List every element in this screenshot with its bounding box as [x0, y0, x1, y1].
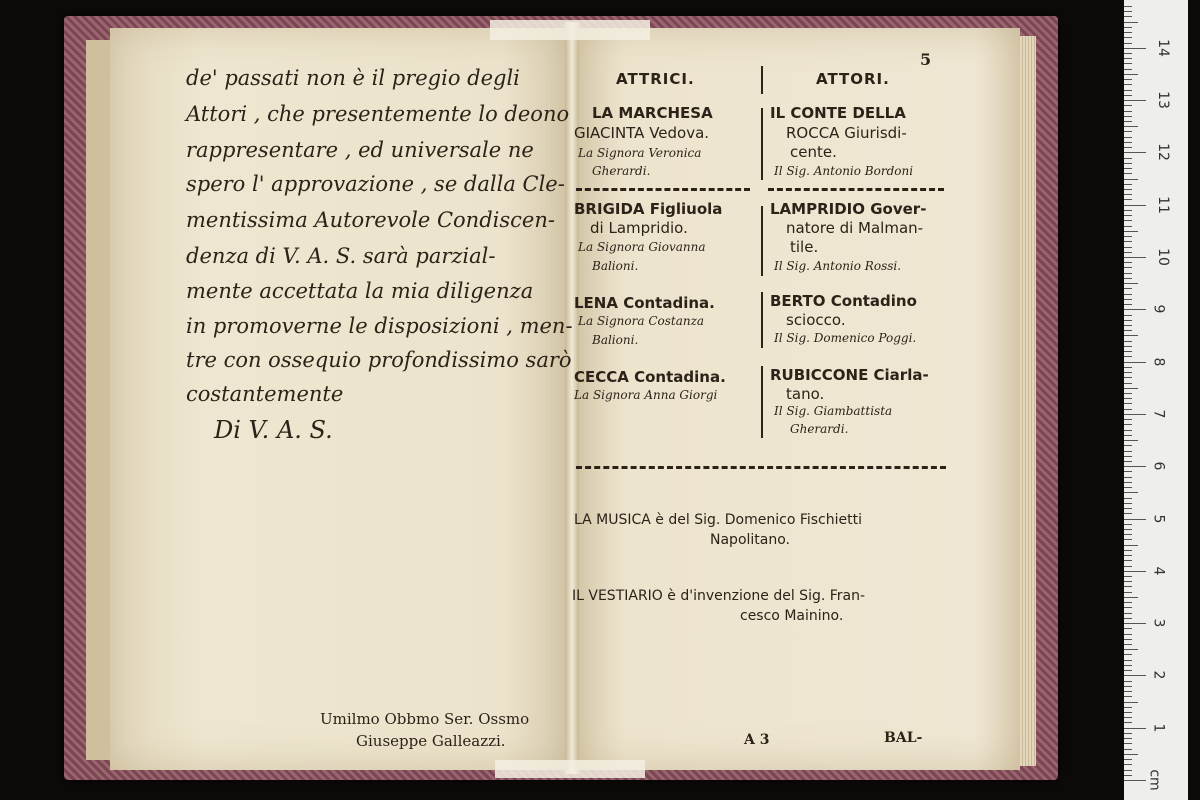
ruler-tick — [1124, 780, 1146, 781]
ruler-tick — [1124, 634, 1132, 635]
ruler-tick — [1124, 278, 1132, 279]
ruler-tick — [1124, 649, 1138, 650]
ruler-tick — [1124, 335, 1138, 336]
ruler-tick — [1124, 262, 1132, 263]
costume-credit-cont: cesco Mainino. — [740, 608, 844, 624]
costume-credit: IL VESTIARIO è d'invenzione del Sig. Fran- — [572, 588, 866, 604]
actresses-header: ATTRICI. — [616, 70, 695, 88]
actors-header: ATTORI. — [816, 70, 890, 88]
ruler-tick — [1124, 173, 1132, 174]
ruler-tick — [1124, 74, 1138, 75]
role-name: GIACINTA Vedova. — [574, 124, 710, 142]
ruler-tick — [1124, 137, 1132, 138]
ruler-tick — [1124, 84, 1132, 85]
ruler-tick — [1124, 356, 1132, 357]
ruler-tick — [1124, 43, 1132, 44]
role-name: di Lampridio. — [590, 219, 688, 237]
ruler-tick — [1124, 393, 1132, 394]
ruler-tick — [1124, 90, 1132, 91]
ruler-tick — [1124, 675, 1146, 676]
ruler-number: 6 — [1150, 461, 1167, 471]
ruler-tick — [1124, 456, 1132, 457]
section-rule — [576, 466, 946, 469]
ruler-tick — [1124, 435, 1132, 436]
ruler-tick — [1124, 398, 1132, 399]
ruler-tick — [1124, 477, 1132, 478]
left-text-line: denza di V. A. S. sarà parzial- — [186, 244, 496, 268]
ruler-tick — [1124, 210, 1132, 211]
ruler-number: 9 — [1150, 304, 1167, 314]
left-text-line: spero l' approvazione , se dalla Cle- — [186, 172, 565, 196]
ruler-tick — [1124, 288, 1132, 289]
ruler-tick — [1124, 607, 1132, 608]
ruler-unit-label: cm — [1146, 769, 1163, 791]
ruler-tick — [1124, 654, 1132, 655]
ruler-tick — [1124, 424, 1132, 425]
ruler-tick — [1124, 37, 1132, 38]
ruler-tick — [1124, 571, 1146, 572]
section-rule — [576, 188, 750, 191]
performer-name: Il Sig. Antonio Bordoni — [774, 164, 914, 178]
ruler-tick — [1124, 513, 1132, 514]
ruler-tick — [1124, 163, 1132, 164]
ruler-number: 5 — [1150, 514, 1167, 523]
role-name: cente. — [790, 143, 837, 161]
performer-name: Gherardi. — [790, 422, 849, 436]
ruler-tick — [1124, 320, 1132, 321]
closing-salutation: Di V. A. S. — [214, 416, 333, 444]
ruler-tick — [1124, 581, 1132, 582]
performer-name: La Signora Anna Giorgi — [574, 388, 718, 402]
ruler-number: 3 — [1150, 618, 1167, 628]
page-number: 5 — [920, 50, 932, 69]
ruler-tick — [1124, 660, 1132, 661]
ruler-tick — [1124, 738, 1132, 739]
ruler-tick — [1124, 529, 1132, 530]
measuring-ruler — [1124, 0, 1188, 800]
ruler-tick — [1124, 545, 1138, 546]
performer-name: Il Sig. Domenico Poggi. — [774, 331, 917, 345]
ruler-tick — [1124, 236, 1132, 237]
performer-name: Gherardi. — [592, 164, 651, 178]
ruler-tick — [1124, 241, 1132, 242]
ruler-tick — [1124, 534, 1132, 535]
ruler-tick — [1124, 63, 1132, 64]
ruler-tick — [1124, 749, 1132, 750]
ruler-tick — [1124, 16, 1132, 17]
performer-name: La Signora Veronica — [578, 146, 702, 160]
ruler-tick — [1124, 273, 1132, 274]
column-divider — [761, 108, 763, 180]
ruler-tick — [1124, 362, 1146, 363]
left-text-line: mente accettata la mia diligenza — [186, 279, 534, 303]
performer-name: Balioni. — [592, 333, 639, 347]
ruler-tick — [1124, 686, 1132, 687]
ruler-tick — [1124, 304, 1132, 305]
ruler-tick — [1124, 566, 1132, 567]
ruler-tick — [1124, 665, 1132, 666]
performer-name: La Signora Costanza — [578, 314, 705, 328]
ruler-tick — [1124, 111, 1132, 112]
left-text-line: costantemente — [186, 382, 344, 406]
left-text-line: tre con ossequio profondissimo sarò — [186, 348, 572, 372]
performer-name: Il Sig. Giambattista — [774, 404, 893, 418]
ruler-tick — [1124, 294, 1132, 295]
ruler-tick — [1124, 184, 1132, 185]
ruler-tick — [1124, 728, 1146, 729]
ruler-tick — [1124, 764, 1132, 765]
role-name: sciocco. — [786, 311, 846, 329]
ruler-tick — [1124, 613, 1132, 614]
performer-name: La Signora Giovanna — [578, 240, 706, 254]
column-divider — [761, 206, 763, 276]
page-edge-right — [1020, 36, 1036, 766]
ruler-tick — [1124, 498, 1132, 499]
ruler-number: 13 — [1154, 91, 1171, 110]
ruler-tick — [1124, 179, 1138, 180]
ruler-tick — [1124, 440, 1138, 441]
ruler-tick — [1124, 602, 1132, 603]
ruler-number: 11 — [1154, 195, 1171, 214]
ruler-tick — [1124, 717, 1132, 718]
ruler-tick — [1124, 215, 1132, 216]
ruler-tick — [1124, 670, 1132, 671]
ruler-tick — [1124, 299, 1132, 300]
ruler-tick — [1124, 126, 1138, 127]
ruler-tick — [1124, 623, 1146, 624]
section-rule — [768, 188, 944, 191]
signature-name: Giuseppe Galleazzi. — [356, 732, 506, 750]
role-name: BERTO Contadino — [770, 292, 917, 310]
ruler-tick — [1124, 487, 1132, 488]
ruler-tick — [1124, 189, 1132, 190]
ruler-tick — [1124, 707, 1132, 708]
ruler-tick — [1124, 770, 1132, 771]
role-name: BRIGIDA Figliuola — [574, 200, 723, 218]
role-name: CECCA Contadina. — [574, 368, 726, 386]
ruler-tick — [1124, 519, 1146, 520]
ruler-number: 4 — [1150, 566, 1167, 576]
ruler-tick — [1124, 105, 1132, 106]
ruler-tick — [1124, 644, 1132, 645]
ruler-tick — [1124, 220, 1132, 221]
ruler-tick — [1124, 226, 1132, 227]
ruler-tick — [1124, 69, 1132, 70]
ruler-tick — [1124, 22, 1138, 23]
signature-line: Umilmo Obbmo Ser. Ossmo — [320, 710, 530, 728]
ruler-tick — [1124, 691, 1132, 692]
role-name: LA MARCHESA — [592, 104, 713, 122]
ruler-tick — [1124, 252, 1132, 253]
ruler-tick — [1124, 58, 1132, 59]
ruler-number: 14 — [1154, 38, 1171, 57]
role-name: tile. — [790, 238, 819, 256]
ruler-tick — [1124, 199, 1132, 200]
signature-mark: A 3 — [744, 732, 770, 748]
tape-bottom — [495, 760, 645, 778]
left-text-line: mentissima Autorevole Condiscen- — [186, 208, 555, 232]
role-name: RUBICCONE Ciarla- — [770, 366, 929, 384]
ruler-tick — [1124, 430, 1132, 431]
ruler-tick — [1124, 205, 1146, 206]
ruler-tick — [1124, 27, 1132, 28]
ruler-tick — [1124, 560, 1132, 561]
ruler-tick — [1124, 628, 1132, 629]
performer-name: Il Sig. Antonio Rossi. — [774, 259, 902, 273]
ruler-tick — [1124, 445, 1132, 446]
ruler-tick — [1124, 576, 1132, 577]
ruler-tick — [1124, 32, 1132, 33]
ruler-tick — [1124, 759, 1132, 760]
ruler-tick — [1124, 351, 1132, 352]
ruler-tick — [1124, 100, 1146, 101]
ruler-tick — [1124, 267, 1132, 268]
performer-name: Balioni. — [592, 259, 639, 273]
music-credit: LA MUSICA è del Sig. Domenico Fischietti — [574, 512, 862, 528]
ruler-tick — [1124, 283, 1138, 284]
ruler-tick — [1124, 168, 1132, 169]
ruler-tick — [1124, 681, 1132, 682]
left-text-line: Attori , che presentemente lo deono — [186, 102, 570, 126]
ruler-tick — [1124, 247, 1132, 248]
ruler-tick — [1124, 775, 1132, 776]
ruler-tick — [1124, 733, 1132, 734]
column-divider — [761, 66, 763, 94]
ruler-tick — [1124, 722, 1132, 723]
left-text-line: de' passati non è il pregio degli — [186, 66, 520, 90]
ruler-tick — [1124, 592, 1132, 593]
role-name: tano. — [786, 385, 825, 403]
ruler-tick — [1124, 482, 1132, 483]
ruler-tick — [1124, 466, 1146, 467]
ruler-tick — [1124, 372, 1132, 373]
ruler-tick — [1124, 639, 1132, 640]
ruler-tick — [1124, 131, 1132, 132]
ruler-tick — [1124, 754, 1138, 755]
ruler-tick — [1124, 6, 1132, 7]
ruler-tick — [1124, 257, 1146, 258]
ruler-tick — [1124, 231, 1138, 232]
ruler-tick — [1124, 48, 1146, 49]
ruler-tick — [1124, 403, 1132, 404]
ruler-number: 7 — [1150, 409, 1167, 419]
ruler-tick — [1124, 550, 1132, 551]
role-name: ROCCA Giurisdi- — [786, 124, 907, 142]
music-credit-cont: Napolitano. — [710, 532, 790, 548]
ruler-tick — [1124, 524, 1132, 525]
ruler-tick — [1124, 383, 1132, 384]
ruler-tick — [1124, 330, 1132, 331]
catchword: BAL- — [884, 730, 923, 746]
ruler-tick — [1124, 194, 1132, 195]
ruler-number: 12 — [1154, 143, 1171, 162]
role-name: IL CONTE DELLA — [770, 104, 906, 122]
ruler-tick — [1124, 147, 1132, 148]
ruler-tick — [1124, 539, 1132, 540]
ruler-tick — [1124, 79, 1132, 80]
ruler-tick — [1124, 409, 1132, 410]
ruler-number: 10 — [1154, 248, 1171, 266]
role-name: LAMPRIDIO Gover- — [770, 200, 927, 218]
ruler-tick — [1124, 346, 1132, 347]
ruler-tick — [1124, 325, 1132, 326]
ruler-tick — [1124, 471, 1132, 472]
ruler-tick — [1124, 618, 1132, 619]
ruler-tick — [1124, 492, 1138, 493]
ruler-tick — [1124, 121, 1132, 122]
ruler-number: 8 — [1150, 357, 1167, 367]
ruler-tick — [1124, 158, 1132, 159]
ruler-tick — [1124, 503, 1132, 504]
ruler-tick — [1124, 116, 1132, 117]
ruler-tick — [1124, 743, 1132, 744]
ruler-tick — [1124, 508, 1132, 509]
ruler-tick — [1124, 367, 1132, 368]
ruler-tick — [1124, 555, 1132, 556]
ruler-tick — [1124, 388, 1138, 389]
ruler-number: 2 — [1150, 670, 1167, 680]
ruler-tick — [1124, 142, 1132, 143]
ruler-tick — [1124, 712, 1132, 713]
tape-top — [490, 20, 650, 40]
ruler-tick — [1124, 11, 1132, 12]
ruler-tick — [1124, 315, 1132, 316]
ruler-tick — [1124, 586, 1132, 587]
ruler-tick — [1124, 597, 1138, 598]
ruler-tick — [1124, 461, 1132, 462]
ruler-tick — [1124, 451, 1132, 452]
ruler-tick — [1124, 702, 1138, 703]
ruler-tick — [1124, 309, 1146, 310]
left-text-line: rappresentare , ed universale ne — [186, 138, 534, 162]
ruler-tick — [1124, 152, 1146, 153]
ruler-number: 1 — [1150, 723, 1167, 733]
column-divider — [761, 366, 763, 438]
role-name: LENA Contadina. — [574, 294, 715, 312]
left-text-line: in promoverne le disposizioni , men- — [186, 314, 573, 338]
ruler-tick — [1124, 53, 1132, 54]
role-name: natore di Malman- — [786, 219, 924, 237]
ruler-tick — [1124, 414, 1146, 415]
ruler-tick — [1124, 696, 1132, 697]
ruler-tick — [1124, 377, 1132, 378]
column-divider — [761, 292, 763, 348]
ruler-tick — [1124, 95, 1132, 96]
ruler-tick — [1124, 419, 1132, 420]
ruler-tick — [1124, 341, 1132, 342]
